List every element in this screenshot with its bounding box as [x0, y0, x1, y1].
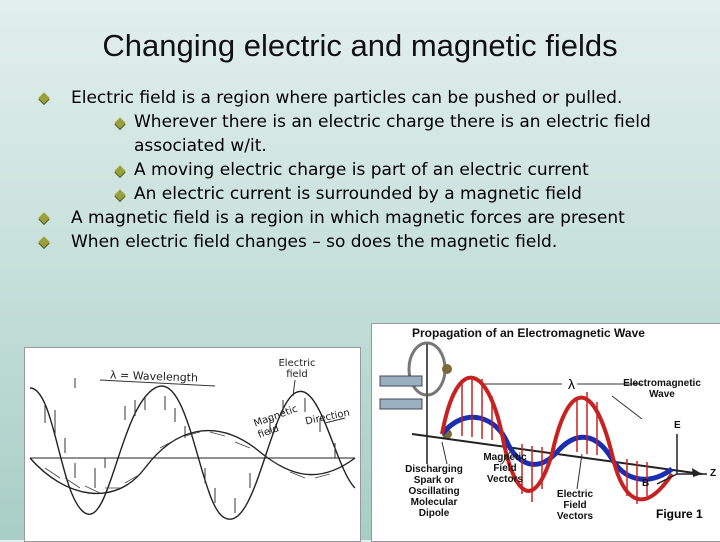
em-wave-label: Electromagnetic Wave	[623, 378, 701, 400]
electric-field-vectors-label: Electric Field Vectors	[556, 489, 594, 522]
bullet-item	[40, 86, 710, 110]
magnetic-field-label: Magnetic field	[252, 403, 300, 441]
figure-number-label: Figure 1	[656, 507, 703, 521]
slide-title: Changing electric and magnetic fields	[102, 28, 618, 63]
sub-bullet-text: A moving electric charge is part of an electric current	[134, 160, 589, 180]
lambda-label: λ	[568, 376, 575, 392]
wavelength-label: λ = Wavelength	[109, 368, 199, 385]
figure-title: Propagation of an Electromagnetic Wave	[412, 326, 645, 340]
sub-bullet-item	[40, 110, 710, 158]
diamond-bullet-icon	[114, 165, 125, 176]
axis-b-label: B	[642, 478, 650, 489]
axis-z-label: Z	[710, 468, 717, 479]
em-wave-sketch-figure	[24, 347, 361, 542]
diamond-bullet-icon	[38, 212, 49, 223]
diamond-bullet-icon	[38, 92, 49, 103]
em-wave-propagation-figure	[371, 323, 720, 542]
discharging-dipole-label: Discharging Spark or Oscillating Molecular Dipole	[405, 464, 463, 519]
direction-label: Direction	[304, 407, 351, 428]
diamond-bullet-icon	[114, 189, 125, 200]
bullet-text: Electric field is a region where particles can be pushed or pulled.	[71, 88, 623, 108]
sub-bullet-text: An electric current is surrounded by a magnetic field	[134, 184, 582, 204]
sub-bullet-item	[40, 182, 710, 206]
bullet-item	[40, 206, 710, 230]
bullet-text: A magnetic field is a region in which magnetic forces are present	[71, 208, 625, 228]
diamond-bullet-icon	[38, 236, 49, 247]
electric-field-label: Electric field	[278, 358, 316, 380]
sub-bullet-item	[40, 158, 710, 182]
bullet-item	[40, 230, 710, 254]
bullet-text: When electric field changes – so does the magnetic field.	[71, 232, 558, 252]
axis-e-label: E	[674, 420, 681, 431]
bullet-list	[40, 86, 710, 254]
sub-bullet-text: Wherever there is an electric charge there is an electric field associated w/it.	[134, 112, 651, 156]
magnetic-field-vectors-label: Magnetic Field Vectors	[483, 452, 527, 485]
diamond-bullet-icon	[114, 117, 125, 128]
